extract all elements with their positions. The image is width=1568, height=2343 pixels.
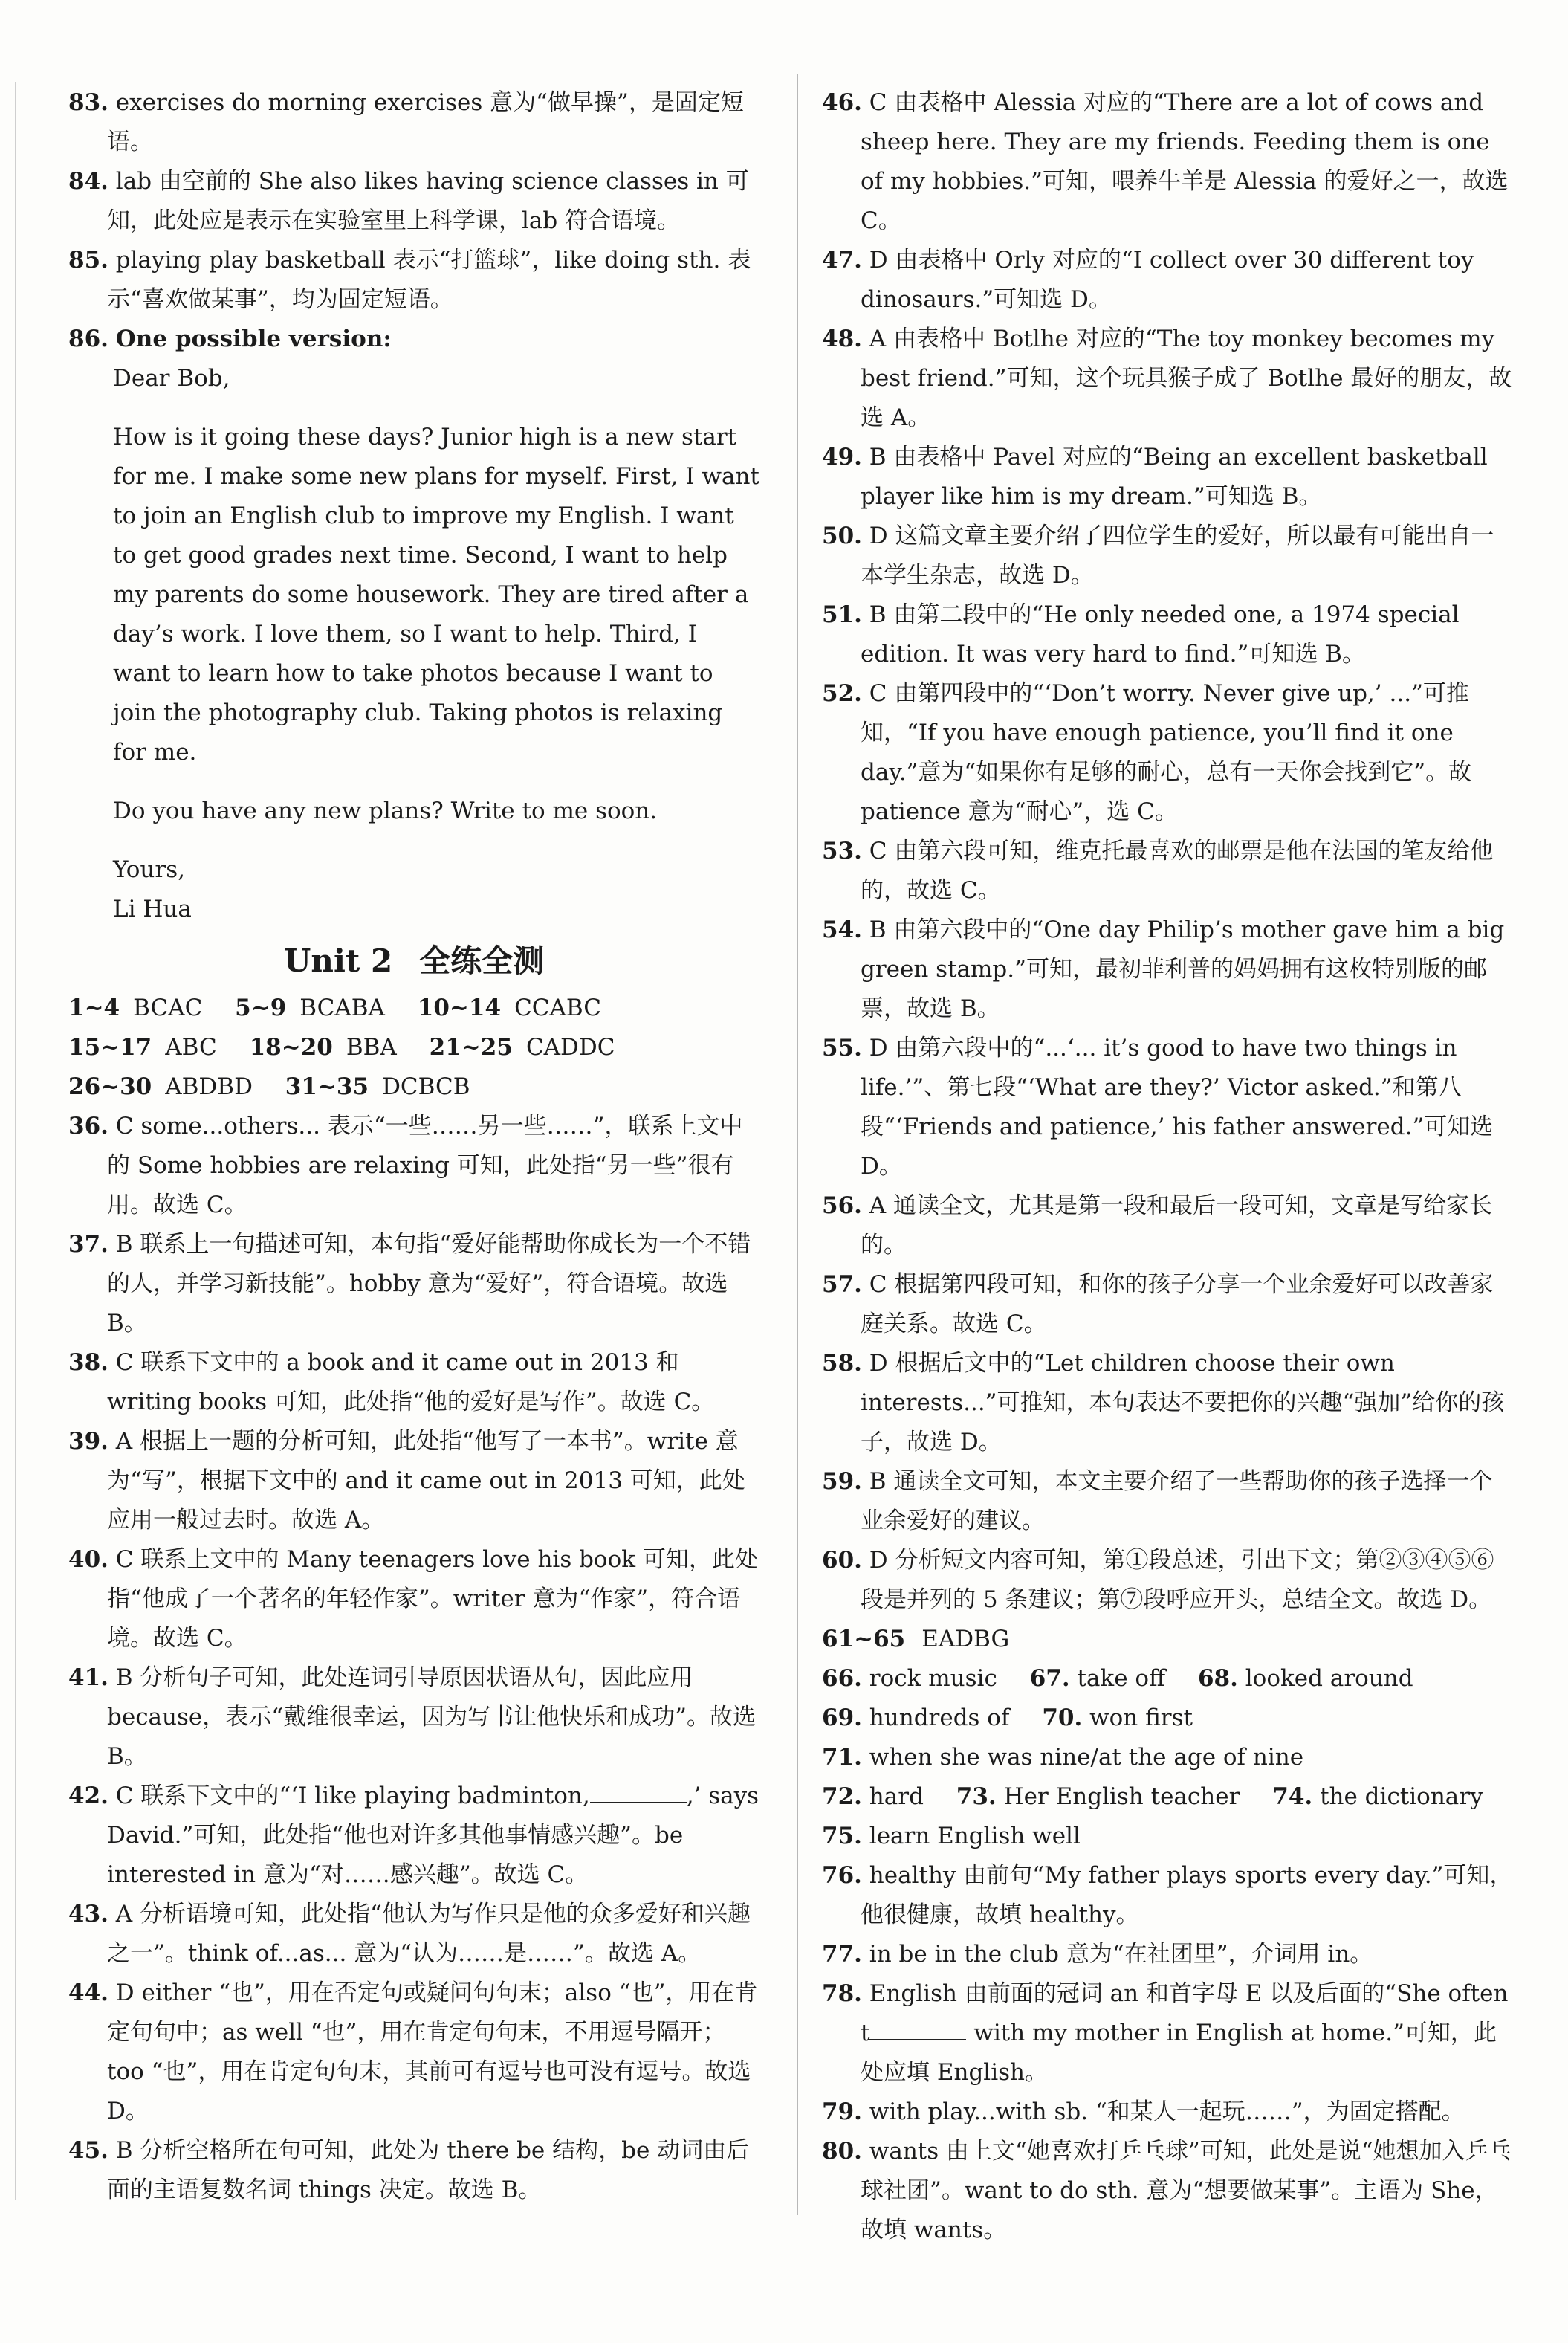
answer-59: 59. B 通读全文可知，本文主要介绍了一些帮助你的孩子选择一个业余爱好的建议。 [822, 1468, 1493, 1534]
letter-salutation: Dear Bob, [113, 365, 230, 392]
page-edge-line [15, 82, 16, 2200]
answer-line-66-68: 66. rock music 67. take off 68. looked around [822, 1665, 1413, 1692]
answer-line-69-70: 69. hundreds of 70. won first [822, 1704, 1193, 1731]
answer-76: 76. healthy 由前句“My father plays sports every day.”可知，他很健康，故填 healthy。 [822, 1862, 1513, 1928]
answer-55: 55. D 由第六段中的“...‘... it’s good to have two things in life.’”、第七段“‘What are they?’ Victor asked.”和第八段“‘Friends and patience,’ his father answered.”可知选 D。 [822, 1035, 1494, 1180]
answer-39: 39. A 根据上一题的分析可知，此处指“他写了一本书”。write 意为“写”，根据下文中的 and it came out in 2013 可知，此处应用一般过去时。故选 A。 [68, 1428, 745, 1534]
sample-letter [68, 359, 759, 929]
answer-50: 50. D 这篇文章主要介绍了四位学生的爱好，所以最有可能出自一本学生杂志，故选 D。 [822, 523, 1494, 589]
answer-45: 45. B 分析空格所在句可知，此处为 there be 结构，be 动词由后面的主语复数名词 things 决定。故选 B。 [68, 2137, 750, 2203]
key-row-2: 15~17 ABC 18~20 BBA 21~25 CADDC [68, 1034, 615, 1061]
answer-line-72-74: 72. hard 73. Her English teacher 74. the dictionary [822, 1783, 1483, 1810]
blank-line [869, 2017, 966, 2040]
answer-52: 52. C 由第四段中的“‘Don’t worry. Never give up,’ ...”可推知，“If you have enough patience, you’ll find it one day.”意为“如果你有足够的耐心，总有一天你会找到它”。故 patience 意为“耐心”，选 C。 [822, 680, 1472, 825]
unit-heading [68, 937, 759, 986]
answer-51: 51. B 由第二段中的“He only needed one, a 1974 special edition. It was very hard to find.”可知选 B。 [822, 601, 1460, 668]
column-divider [797, 74, 798, 2215]
letter-signature: Li Hua [113, 896, 192, 922]
left-column [68, 83, 759, 2210]
right-column [822, 83, 1513, 2250]
key-row-61-65: 61~65 EADBG [822, 1626, 1010, 1652]
answer-58: 58. D 根据后文中的“Let children choose their own interests...”可推知，本句表达不要把你的兴趣“强加”给你的孩子，故选 D。 [822, 1350, 1505, 1455]
answer-83: 83. exercises do morning exercises 意为“做早操”，是固定短语。 [68, 89, 744, 155]
answer-36: 36. C some...others... 表示“一些……另一些……”，联系上文中的 Some hobbies are relaxing 可知，此处指“另一些”很有用。故选 C。 [68, 1113, 743, 1218]
answer-56: 56. A 通读全文，尤其是第一段和最后一段可知，文章是写给家长的。 [822, 1192, 1493, 1258]
answer-79: 79. with play...with sb. “和某人一起玩……”，为固定搭配。 [822, 2098, 1465, 2125]
answer-60: 60. D 分析短文内容可知，第①段总述，引出下文；第②③④⑤⑥段是并列的 5 条建议；第⑦段呼应开头，总结全文。故选 D。 [822, 1547, 1494, 1613]
key-row-1: 1~4 BCAC 5~9 BCABA 10~14 CCABC [68, 995, 601, 1021]
letter-closing: Yours, [113, 856, 185, 883]
answer-46: 46. C 由表格中 Alessia 对应的“There are a lot of cows and sheep here. They are my friends. Feeding them is one of my hobbies.”可知，喂养牛羊是 Alessia 的爱好之一，故选 C。 [822, 89, 1509, 234]
answer-77: 77. in be in the club 意为“在社团里”，介词用 in。 [822, 1941, 1373, 1968]
answer-84: 84. lab 由空前的 She also likes having science classes in 可知，此处应是表示在实验室里上科学课，lab 符合语境。 [68, 168, 749, 234]
unit-title: Unit 2 [283, 943, 393, 979]
answer-44: 44. D either “也”，用在否定句或疑问句句末；also “也”，用在肯定句句中；as well “也”，用在肯定句句末，不用逗号隔开；too “也”，用在肯定句句末，其前可有逗号也可没有逗号。故选 D。 [68, 1980, 758, 2124]
key-row-3: 26~30 ABDBD 31~35 DCBCB [68, 1073, 470, 1100]
answer-37: 37. B 联系上一句描述可知，本句指“爱好能帮助你成长为一个不错的人，并学习新技能”。hobby 意为“爱好”，符合语境。故选 B。 [68, 1231, 751, 1337]
answer-75: 75. learn English well [822, 1823, 1081, 1849]
answer-57: 57. C 根据第四段可知，和你的孩子分享一个业余爱好可以改善家庭关系。故选 C。 [822, 1271, 1494, 1337]
answer-85: 85. playing play basketball 表示“打篮球”，like doing sth. 表示“喜欢做某事”，均为固定短语。 [68, 247, 751, 313]
answer-49: 49. B 由表格中 Pavel 对应的“Being an excellent basketball player like him is my dream.”可知选 B。 [822, 444, 1488, 510]
letter-closing-paragraph: Do you have any new plans? Write to me soon. [113, 798, 658, 824]
answer-47: 47. D 由表格中 Orly 对应的“I collect over 30 different toy dinosaurs.”可知选 D。 [822, 247, 1474, 313]
blank-line [590, 1780, 687, 1803]
answer-41: 41. B 分析句子可知，此处连词引导原因状语从句，因此应用 because，表示“戴维很幸运，因为写书让他快乐和成功”。故选 B。 [68, 1664, 756, 1770]
answer-38: 38. C 联系下文中的 a book and it came out in 2013 和 writing books 可知，此处指“他的爱好是写作”。故选 C。 [68, 1349, 715, 1415]
answer-40: 40. C 联系上文中的 Many teenagers love his book 可知，此处指“他成了一个著名的年轻作家”。writer 意为“作家”，符合语境。故选 C。 [68, 1546, 758, 1652]
answer-48: 48. A 由表格中 Botlhe 对应的“The toy monkey becomes my best friend.”可知，这个玩具猴子成了 Botlhe 最好的朋友，故选 A。 [822, 326, 1512, 431]
answer-43: 43. A 分析语境可知，此处指“他认为写作只是他的众多爱好和兴趣之一”。think of...as... 意为“认为……是……”。故选 A。 [68, 1901, 751, 1967]
answer-42: 42. C 联系下文中的“‘I like playing badminton, ,’ says David.”可知，此处指“他也对许多其他事情感兴趣”。be interested in 意为“对……感兴趣”。故选 C。 [68, 1777, 759, 1895]
answer-86: 86. One possible version: [68, 326, 392, 352]
answer-80: 80. wants 由上文“她喜欢打乒乓球”可知，此处是说“她想加入乒乓球社团”。want to do sth. 意为“想要做某事”。主语为 She，故填 wants。 [822, 2138, 1512, 2243]
answer-53: 53. C 由第六段可知，维克托最喜欢的邮票是他在法国的笔友给他的，故选 C。 [822, 838, 1494, 904]
answer-71: 71. when she was nine/at the age of nine [822, 1744, 1304, 1771]
answer-54: 54. B 由第六段中的“One day Philip’s mother gave him a big green stamp.”可知，最初菲利普的妈妈拥有这枚特别版的邮票，故选 B。 [822, 917, 1505, 1022]
unit-subtitle: 全练全测 [419, 943, 545, 979]
answer-78: 78. English 由前面的冠词 an 和首字母 E 以及后面的“She often t with my mother in English at home.”可知，此处应填 English。 [822, 1980, 1509, 2086]
letter-body-paragraph: How is it going these days? Junior high is a new start for me. I make some new plans for myself. First, I want to join an English club to improve my English. I want to get good grades next time. Second, I want to help my parents do some housework. They are tired after a day’s work. I love them, so I want to help. Third, I want to learn how to take photos because I want to join the photography club. Taking photos is relaxing for me. [113, 424, 759, 766]
